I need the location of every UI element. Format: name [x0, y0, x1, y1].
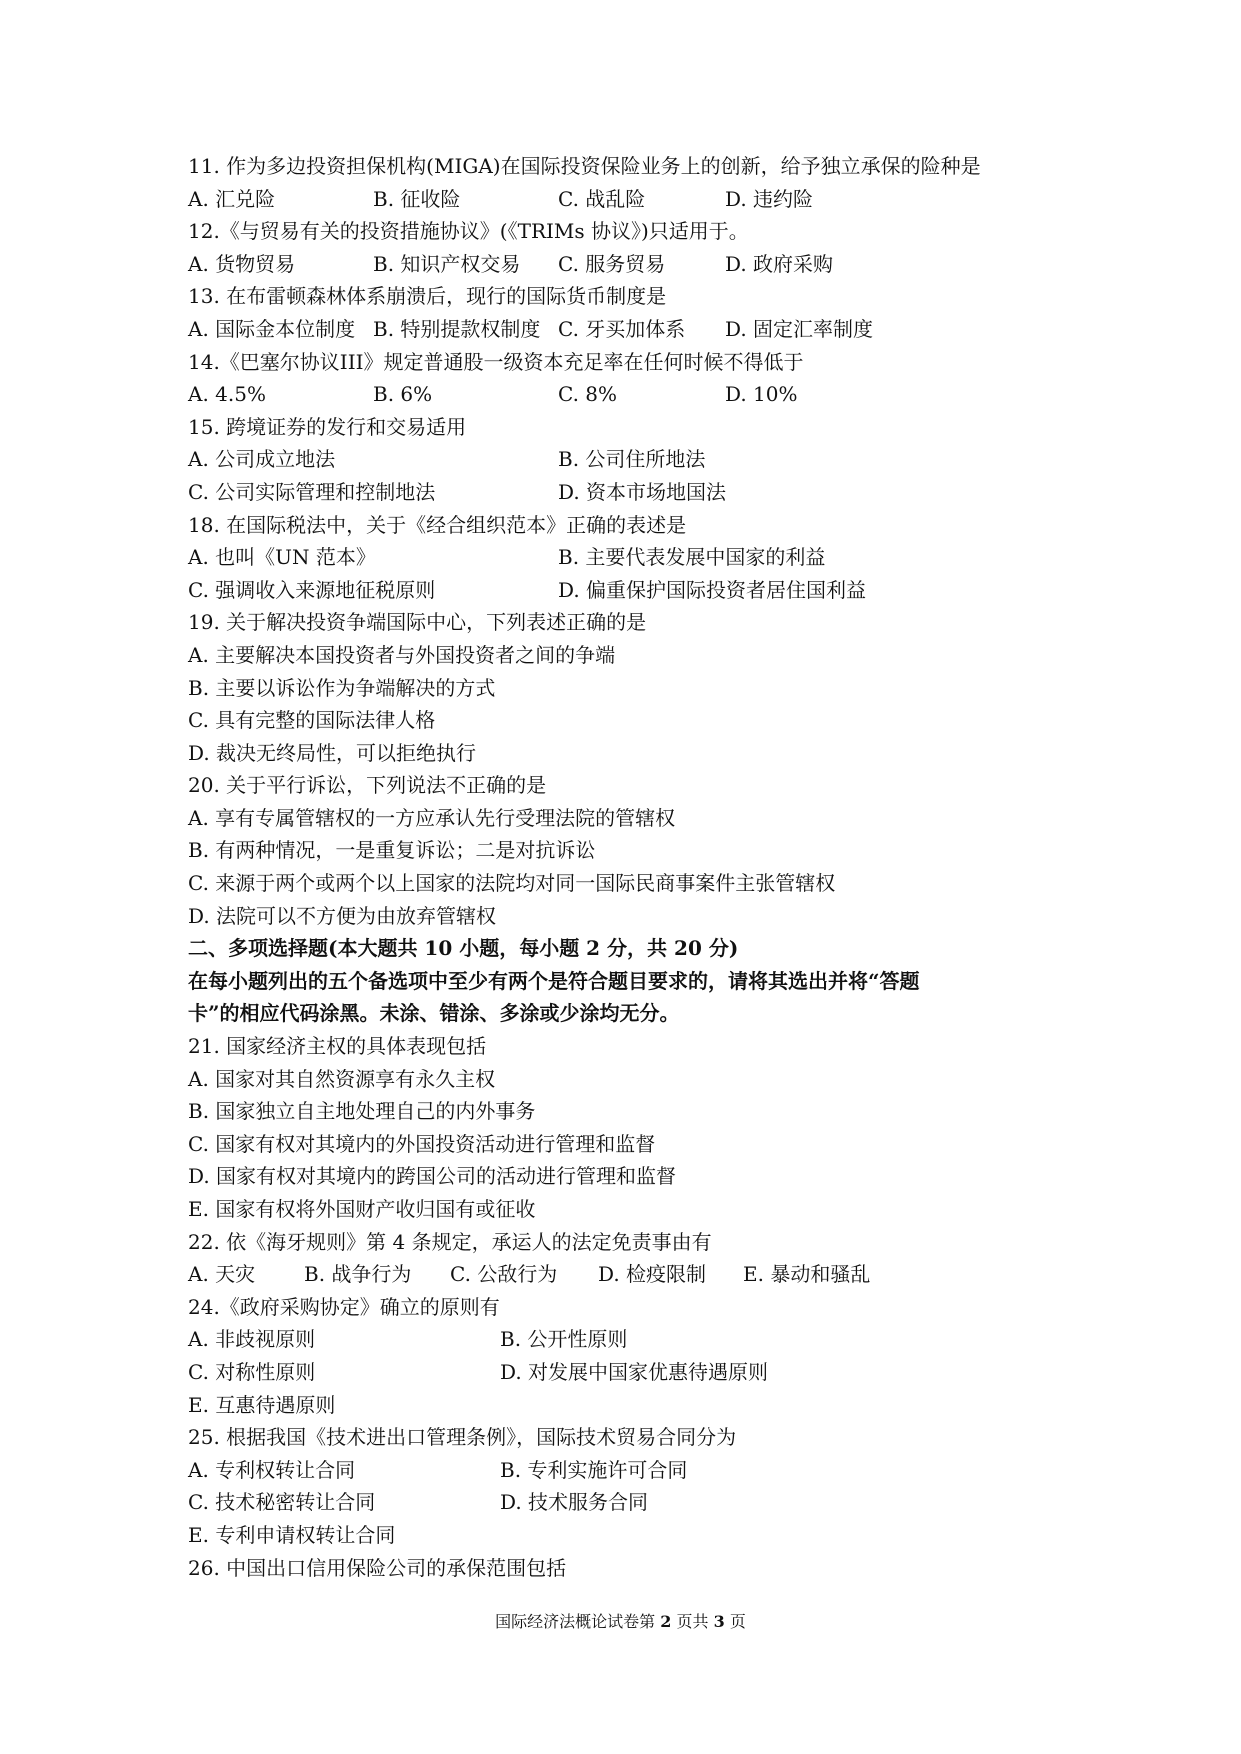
answer-option: C. 对称性原则 — [188, 1359, 316, 1384]
exam-line: E. 专利申请权转让合同 — [188, 1522, 396, 1547]
exam-line: A. 主要解决本国投资者与外国投资者之间的争端 — [188, 642, 616, 667]
exam-line: 24.《政府采购协定》确立的原则有 — [188, 1294, 500, 1319]
option-row — [188, 1323, 1088, 1356]
exam-line: 19. 关于解决投资争端国际中心，下列表述正确的是 — [188, 610, 647, 635]
exam-line: A. 国家对其自然资源享有永久主权 — [188, 1066, 496, 1091]
answer-option: B. 专利实施许可合同 — [500, 1457, 688, 1482]
answer-option: D. 10% — [725, 382, 798, 407]
answer-option: C. 公司实际管理和控制地法 — [188, 479, 436, 504]
exam-line: B. 有两种情况，一是重复诉讼；二是对抗诉讼 — [188, 838, 596, 863]
section-instruction-line: 卡”的相应代码涂黑。未涂、错涂、多涂或少涂均无分。 — [188, 1001, 680, 1026]
answer-option: D. 政府采购 — [725, 251, 834, 276]
answer-option: A. 货物贸易 — [188, 251, 296, 276]
exam-line: D. 法院可以不方便为由放弃管辖权 — [188, 903, 497, 928]
answer-option: A. 汇兑险 — [188, 186, 276, 211]
answer-option: D. 检疫限制 — [598, 1262, 707, 1287]
exam-line: B. 主要以诉讼作为争端解决的方式 — [188, 675, 496, 700]
exam-line: 13. 在布雷顿森林体系崩溃后，现行的国际货币制度是 — [188, 284, 667, 309]
option-row — [188, 1486, 1088, 1519]
exam-line: 15. 跨境证券的发行和交易适用 — [188, 414, 467, 439]
answer-option: D. 偏重保护国际投资者居住国利益 — [558, 577, 867, 602]
footer-total-pages: 3 — [713, 1612, 725, 1631]
answer-option: B. 征收险 — [373, 186, 461, 211]
exam-line: A. 享有专属管辖权的一方应承认先行受理法院的管辖权 — [188, 805, 676, 830]
answer-option: B. 知识产权交易 — [373, 251, 521, 276]
answer-option: D. 固定汇率制度 — [725, 316, 874, 341]
answer-option: C. 牙买加体系 — [558, 316, 686, 341]
answer-option: A. 也叫《UN 范本》 — [188, 545, 376, 570]
answer-option: B. 公司住所地法 — [558, 447, 706, 472]
answer-option: D. 技术服务合同 — [500, 1490, 649, 1515]
option-row — [188, 1258, 1088, 1291]
exam-line: 14.《巴塞尔协议III》规定普通股一级资本充足率在任何时候不得低于 — [188, 349, 804, 374]
answer-option: C. 技术秘密转让合同 — [188, 1490, 376, 1515]
option-row — [188, 1356, 1088, 1389]
footer-prefix: 国际经济法概论试卷第 — [495, 1612, 661, 1631]
option-row — [188, 443, 1088, 476]
answer-option: B. 6% — [373, 382, 433, 407]
option-row — [188, 313, 1088, 346]
answer-option: B. 战争行为 — [304, 1262, 412, 1287]
answer-option: A. 4.5% — [188, 382, 266, 407]
answer-option: D. 资本市场地国法 — [558, 479, 727, 504]
option-row — [188, 248, 1088, 281]
answer-option: B. 特别提款权制度 — [373, 316, 541, 341]
exam-line: 26. 中国出口信用保险公司的承保范围包括 — [188, 1555, 567, 1580]
answer-option: D. 对发展中国家优惠待遇原则 — [500, 1359, 769, 1384]
answer-option: C. 8% — [558, 382, 618, 407]
exam-line: C. 国家有权对其境内的外国投资活动进行管理和监督 — [188, 1131, 656, 1156]
footer-middle: 页共 — [671, 1612, 714, 1631]
answer-option: C. 公敌行为 — [450, 1262, 558, 1287]
answer-option: A. 非歧视原则 — [188, 1327, 316, 1352]
answer-option: A. 公司成立地法 — [188, 447, 336, 472]
exam-line: C. 来源于两个或两个以上国家的法院均对同一国际民商事案件主张管辖权 — [188, 871, 836, 896]
exam-content — [188, 150, 1088, 1584]
option-row — [188, 574, 1088, 607]
option-row — [188, 378, 1088, 411]
option-row — [188, 541, 1088, 574]
answer-option: A. 国际金本位制度 — [188, 316, 356, 341]
exam-line: 11. 作为多边投资担保机构(MIGA)在国际投资保险业务上的创新，给予独立承保的险种是 — [188, 154, 981, 178]
exam-line: E. 互惠待遇原则 — [188, 1392, 336, 1417]
answer-option: B. 公开性原则 — [500, 1327, 628, 1352]
answer-option: D. 违约险 — [725, 186, 814, 211]
exam-line: 21. 国家经济主权的具体表现包括 — [188, 1034, 487, 1059]
option-row — [188, 476, 1088, 509]
exam-line: 18. 在国际税法中，关于《经合组织范本》正确的表述是 — [188, 512, 687, 537]
answer-option: C. 战乱险 — [558, 186, 646, 211]
exam-line: E. 国家有权将外国财产收归国有或征收 — [188, 1197, 536, 1221]
section-instruction-line: 在每小题列出的五个备选项中至少有两个是符合题目要求的，请将其选出并将“答题 — [188, 968, 920, 993]
exam-line: C. 具有完整的国际法律人格 — [188, 708, 436, 733]
answer-option: E. 暴动和骚乱 — [743, 1262, 871, 1287]
exam-line: 12.《与贸易有关的投资措施协议》(《TRIMs 协议》)只适用于。 — [188, 219, 749, 244]
answer-option: A. 专利权转让合同 — [188, 1457, 356, 1482]
exam-line: D. 国家有权对其境内的跨国公司的活动进行管理和监督 — [188, 1164, 677, 1189]
answer-option: A. 天灾 — [188, 1262, 256, 1287]
exam-line: 22. 依《海牙规则》第 4 条规定，承运人的法定免责事由有 — [188, 1229, 712, 1254]
exam-line: 20. 关于平行诉讼，下列说法不正确的是 — [188, 773, 547, 798]
option-row — [188, 1454, 1088, 1487]
answer-option: B. 主要代表发展中国家的利益 — [558, 545, 826, 570]
option-row — [188, 183, 1088, 216]
exam-line: B. 国家独立自主地处理自己的内外事务 — [188, 1099, 536, 1124]
answer-option: C. 强调收入来源地征税原则 — [188, 577, 436, 602]
page-footer — [0, 1610, 1241, 1634]
footer-suffix: 页 — [724, 1612, 746, 1631]
exam-line: 25. 根据我国《技术进出口管理条例》，国际技术贸易合同分为 — [188, 1425, 737, 1450]
section-instruction-line: 二、多项选择题(本大题共 10 小题，每小题 2 分，共 20 分) — [188, 936, 739, 961]
answer-option: C. 服务贸易 — [558, 251, 666, 276]
footer-page-number: 2 — [660, 1612, 672, 1631]
exam-line: D. 裁决无终局性，可以拒绝执行 — [188, 740, 477, 765]
